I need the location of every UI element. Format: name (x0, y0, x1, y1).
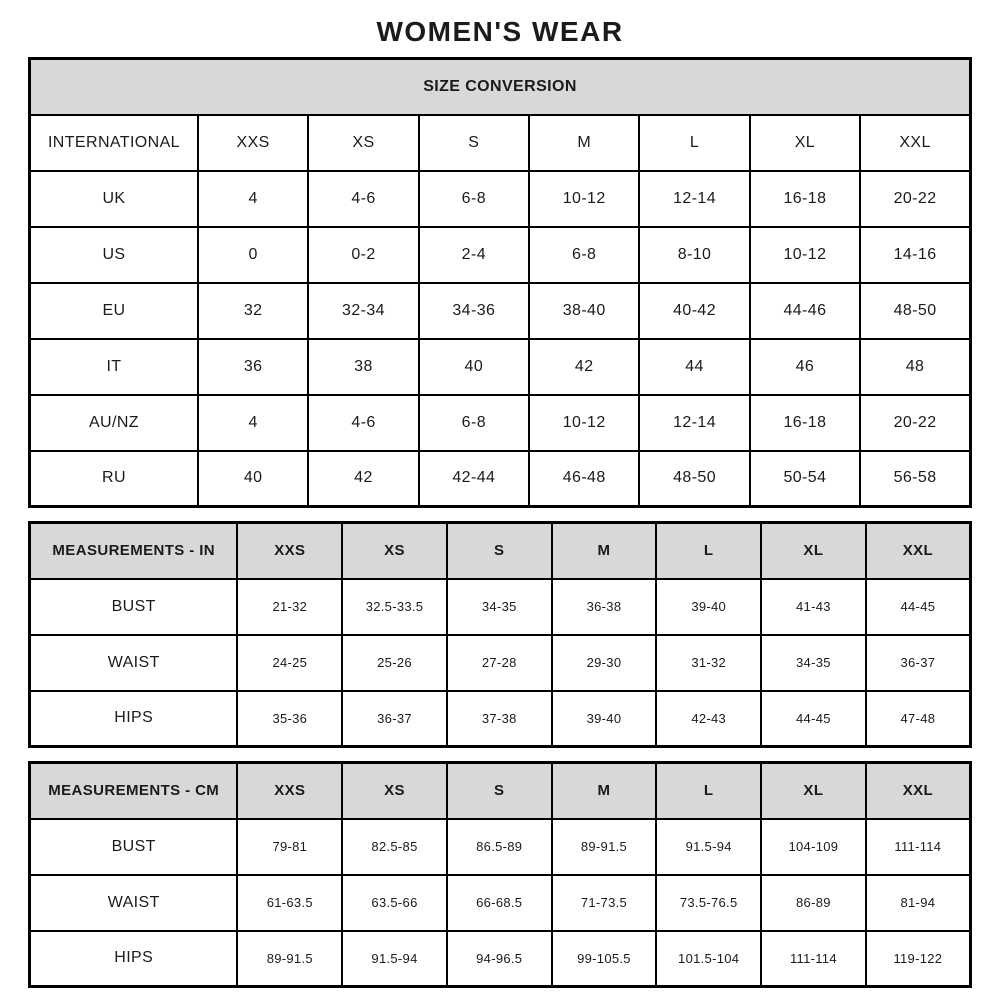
table-cell: 48-50 (639, 451, 749, 507)
table-cell: 86.5-89 (447, 819, 552, 875)
table-cell: 119-122 (866, 931, 971, 987)
table-cell: 91.5-94 (342, 931, 447, 987)
column-header: XS (308, 115, 418, 171)
column-header: XS (342, 763, 447, 819)
table-cell: 48-50 (860, 283, 970, 339)
table-cell: 86-89 (761, 875, 866, 931)
table-cell: 27-28 (447, 635, 552, 691)
table-cell: 12-14 (639, 171, 749, 227)
table-cell: 46 (750, 339, 860, 395)
column-header: S (419, 115, 529, 171)
table-cell: 34-35 (447, 579, 552, 635)
table-title: SIZE CONVERSION (30, 59, 971, 115)
table-cell: 38-40 (529, 283, 639, 339)
table-row (30, 395, 971, 451)
column-header: XXS (237, 763, 342, 819)
column-header: L (656, 523, 761, 579)
corner-header: INTERNATIONAL (30, 115, 198, 171)
column-header: XXL (866, 763, 971, 819)
table-cell: 39-40 (656, 579, 761, 635)
table-cell: 89-91.5 (237, 931, 342, 987)
table-row (30, 171, 971, 227)
table-cell: 8-10 (639, 227, 749, 283)
table-row (30, 819, 971, 875)
table-cell: 44-45 (761, 691, 866, 747)
table-cell: 82.5-85 (342, 819, 447, 875)
table-row (30, 635, 971, 691)
table-cell: 89-91.5 (552, 819, 657, 875)
column-header: S (447, 523, 552, 579)
table-cell: 44-45 (866, 579, 971, 635)
table-cell: 4-6 (308, 171, 418, 227)
column-header: XL (761, 763, 866, 819)
table-cell: 81-94 (866, 875, 971, 931)
table-cell: 2-4 (419, 227, 529, 283)
row-label: HIPS (30, 691, 238, 747)
table-cell: 34-36 (419, 283, 529, 339)
table-cell: 63.5-66 (342, 875, 447, 931)
table-cell: 41-43 (761, 579, 866, 635)
column-header: XXL (860, 115, 970, 171)
column-header: XL (750, 115, 860, 171)
table-cell: 40-42 (639, 283, 749, 339)
column-header: XXL (866, 523, 971, 579)
corner-header: MEASUREMENTS - IN (30, 523, 238, 579)
table-cell: 10-12 (750, 227, 860, 283)
table-cell: 42-43 (656, 691, 761, 747)
table-cell: 25-26 (342, 635, 447, 691)
table-header-row (30, 523, 971, 579)
table-cell: 32 (198, 283, 308, 339)
table-cell: 44 (639, 339, 749, 395)
row-label: EU (30, 283, 198, 339)
table-cell: 16-18 (750, 395, 860, 451)
table-cell: 56-58 (860, 451, 970, 507)
table-row (30, 283, 971, 339)
table-cell: 20-22 (860, 171, 970, 227)
table-cell: 34-35 (761, 635, 866, 691)
table-cell: 111-114 (866, 819, 971, 875)
table-cell: 42 (308, 451, 418, 507)
table-cell: 36-38 (552, 579, 657, 635)
table-cell: 42 (529, 339, 639, 395)
table-cell: 111-114 (761, 931, 866, 987)
table-cell: 38 (308, 339, 418, 395)
table-banner-row (30, 59, 971, 115)
size-chart-sheet (28, 57, 972, 988)
table-cell: 10-12 (529, 171, 639, 227)
table-cell: 16-18 (750, 171, 860, 227)
corner-header: MEASUREMENTS - CM (30, 763, 238, 819)
table-cell: 6-8 (419, 395, 529, 451)
measurements-in-table (28, 521, 972, 748)
column-header: M (529, 115, 639, 171)
measurements-cm-table (28, 761, 972, 988)
table-cell: 44-46 (750, 283, 860, 339)
table-cell: 40 (419, 339, 529, 395)
column-header: L (656, 763, 761, 819)
table-cell: 24-25 (237, 635, 342, 691)
table-row (30, 931, 971, 987)
column-header: XXS (198, 115, 308, 171)
table-cell: 99-105.5 (552, 931, 657, 987)
table-row (30, 227, 971, 283)
table-cell: 94-96.5 (447, 931, 552, 987)
table-cell: 21-32 (237, 579, 342, 635)
table-cell: 32-34 (308, 283, 418, 339)
table-cell: 6-8 (419, 171, 529, 227)
table-cell: 10-12 (529, 395, 639, 451)
row-label: RU (30, 451, 198, 507)
column-header: XXS (237, 523, 342, 579)
table-row (30, 339, 971, 395)
row-label: UK (30, 171, 198, 227)
table-cell: 36-37 (342, 691, 447, 747)
column-header: M (552, 763, 657, 819)
column-header: XL (761, 523, 866, 579)
size-conversion-table (28, 57, 972, 508)
table-cell: 0-2 (308, 227, 418, 283)
row-label: WAIST (30, 875, 238, 931)
page-title: WOMEN'S WEAR (376, 16, 624, 47)
column-header: L (639, 115, 749, 171)
table-cell: 37-38 (447, 691, 552, 747)
row-label: HIPS (30, 931, 238, 987)
table-cell: 4 (198, 395, 308, 451)
table-cell: 101.5-104 (656, 931, 761, 987)
table-cell: 14-16 (860, 227, 970, 283)
table-cell: 31-32 (656, 635, 761, 691)
column-header: XS (342, 523, 447, 579)
table-cell: 47-48 (866, 691, 971, 747)
table-cell: 12-14 (639, 395, 749, 451)
table-cell: 48 (860, 339, 970, 395)
table-cell: 42-44 (419, 451, 529, 507)
table-cell: 66-68.5 (447, 875, 552, 931)
row-label: US (30, 227, 198, 283)
table-header-row (30, 115, 971, 171)
row-label: WAIST (30, 635, 238, 691)
table-cell: 104-109 (761, 819, 866, 875)
table-cell: 20-22 (860, 395, 970, 451)
table-cell: 32.5-33.5 (342, 579, 447, 635)
row-label: IT (30, 339, 198, 395)
row-label: BUST (30, 819, 238, 875)
table-cell: 61-63.5 (237, 875, 342, 931)
table-cell: 36 (198, 339, 308, 395)
table-cell: 40 (198, 451, 308, 507)
table-row (30, 691, 971, 747)
table-cell: 73.5-76.5 (656, 875, 761, 931)
table-cell: 91.5-94 (656, 819, 761, 875)
table-cell: 29-30 (552, 635, 657, 691)
table-cell: 6-8 (529, 227, 639, 283)
table-cell: 50-54 (750, 451, 860, 507)
table-row (30, 579, 971, 635)
table-cell: 0 (198, 227, 308, 283)
row-label: AU/NZ (30, 395, 198, 451)
table-cell: 39-40 (552, 691, 657, 747)
table-row (30, 875, 971, 931)
table-cell: 36-37 (866, 635, 971, 691)
table-cell: 79-81 (237, 819, 342, 875)
row-label: BUST (30, 579, 238, 635)
table-cell: 35-36 (237, 691, 342, 747)
column-header: S (447, 763, 552, 819)
table-cell: 4 (198, 171, 308, 227)
table-row (30, 451, 971, 507)
column-header: M (552, 523, 657, 579)
table-cell: 46-48 (529, 451, 639, 507)
table-cell: 71-73.5 (552, 875, 657, 931)
table-cell: 4-6 (308, 395, 418, 451)
table-header-row (30, 763, 971, 819)
